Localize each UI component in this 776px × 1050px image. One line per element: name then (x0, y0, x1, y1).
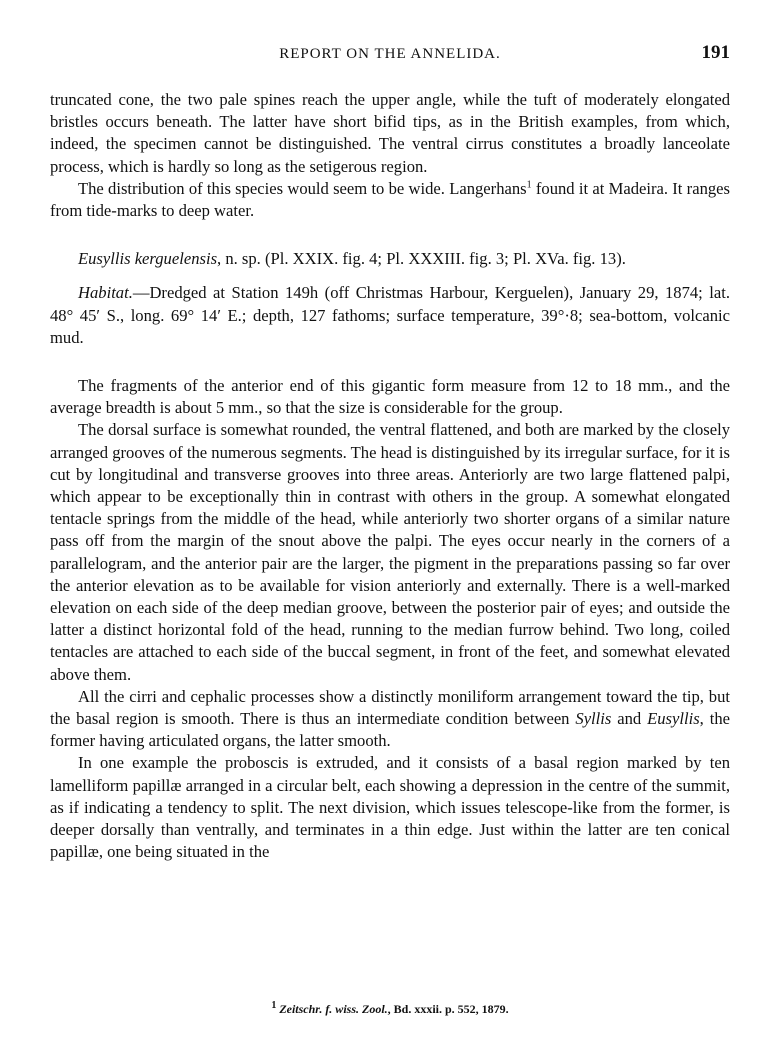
running-title: REPORT ON THE ANNELIDA. (279, 46, 501, 62)
footnote-journal: Zeitschr. f. wiss. Zool. (279, 1002, 388, 1016)
distribution-text-b: found it at Madeira. It ranges from tide-marks to deep water. (50, 178, 730, 221)
paragraph-continuation: truncated cone, the two pale spines reach the upper angle, while the tuft of moderately elongated bristles occurs beneath. The latter have short bifid tips, as in the British examples, from which, indeed, the specimen cannot be distinguished. The ventral cirrus constitutes a broadly lanceolate process, which is hardly so long as the setigerous region. (50, 90, 730, 176)
cirri-text-b: , the former having articulated organs, the latter smooth. (50, 709, 730, 751)
footnote-reference: , Bd. xxxii. p. 552, 1879. (387, 1002, 509, 1016)
genus-syllis: Syllis (575, 709, 612, 729)
paragraph-proboscis: In one example the proboscis is extruded, and it consists of a basal region marked by ten lamelliform papillæ arranged in a circular belt, each showing a depression in the centre of the summit, as if indicating a tendency to split. The next division, which issues telescope-like from the former, is deeper dorsally than ventrally, and terminates in a thin edge. Just within the latter are ten conical papillæ, one being situated in the (50, 753, 730, 862)
habitat-text: —Dredged at Station 149h (off Christmas Harbour, Kerguelen), January 29, 1874; lat. 48° 45′ S., long. 69° 14′ E.; depth, 127 fathoms; surface temperature, 39°·8; sea-bottom, volcanic mud. (50, 283, 730, 347)
footnote (50, 1002, 730, 1017)
species-name: Eusyllis kerguelensis (78, 249, 218, 269)
footnote-ref: 1 (526, 179, 532, 191)
paragraph-dorsal-surface: The dorsal surface is somewhat rounded, the ventral flattened, and both are marked by the closely arranged grooves of the numerous segments. The head is distinguished by its irregular surface, for it is cut by longitudinal and transverse grooves into three areas. Anteriorly are two large flattened palpi, which appear to be exceptionally thin in contrast with others in the group. A somewhat elongated tentacle springs from the middle of the head, while anteriorly two shorter organs of a similar nature pass off from the margin of the snout above the palpi. The eyes occur nearly in the corners of a parallelogram, and the anterior pair are the larger, the pigment in the preparations passing so far over the anterior elevation as to be available for vision anteriorly and externally. There is a well-marked elevation on each side of the deep median groove, between the posterior pair of eyes; and outside the latter a distinct horizontal fold of the head, running to the median furrow behind. Two long, coiled tentacles are attached to each side of the buccal segment, in front of the feet, and somewhat elevated above them. (50, 420, 730, 684)
habitat-paragraph (50, 282, 730, 349)
species-heading (50, 248, 730, 270)
body-text (50, 89, 730, 864)
cirri-text-a: All the cirri and cephalic processes show a distinctly moniliform arrangement toward the tip, but the basal region is smooth. There is thus an intermediate condition between (50, 686, 730, 729)
paragraph-distribution (50, 178, 730, 222)
cirri-and: and (611, 709, 648, 729)
genus-eusyllis: Eusyllis (647, 709, 700, 729)
paragraph-size: The fragments of the anterior end of this gigantic form measure from 12 to 18 mm., and the average breadth is about 5 mm., so that the size is considerable for the group. (50, 376, 730, 418)
paragraph-cirri (50, 686, 730, 753)
page-number: 191 (701, 42, 730, 63)
habitat-label: Habitat. (78, 283, 133, 303)
footnote-marker: 1 (271, 1000, 277, 1011)
species-plates: , n. sp. (Pl. XXIX. fig. 4; Pl. XXXIII. fig. 3; Pl. XVa. fig. 13). (217, 249, 626, 269)
distribution-text-a: The distribution of this species would seem to be wide. Langerhans (78, 178, 527, 198)
